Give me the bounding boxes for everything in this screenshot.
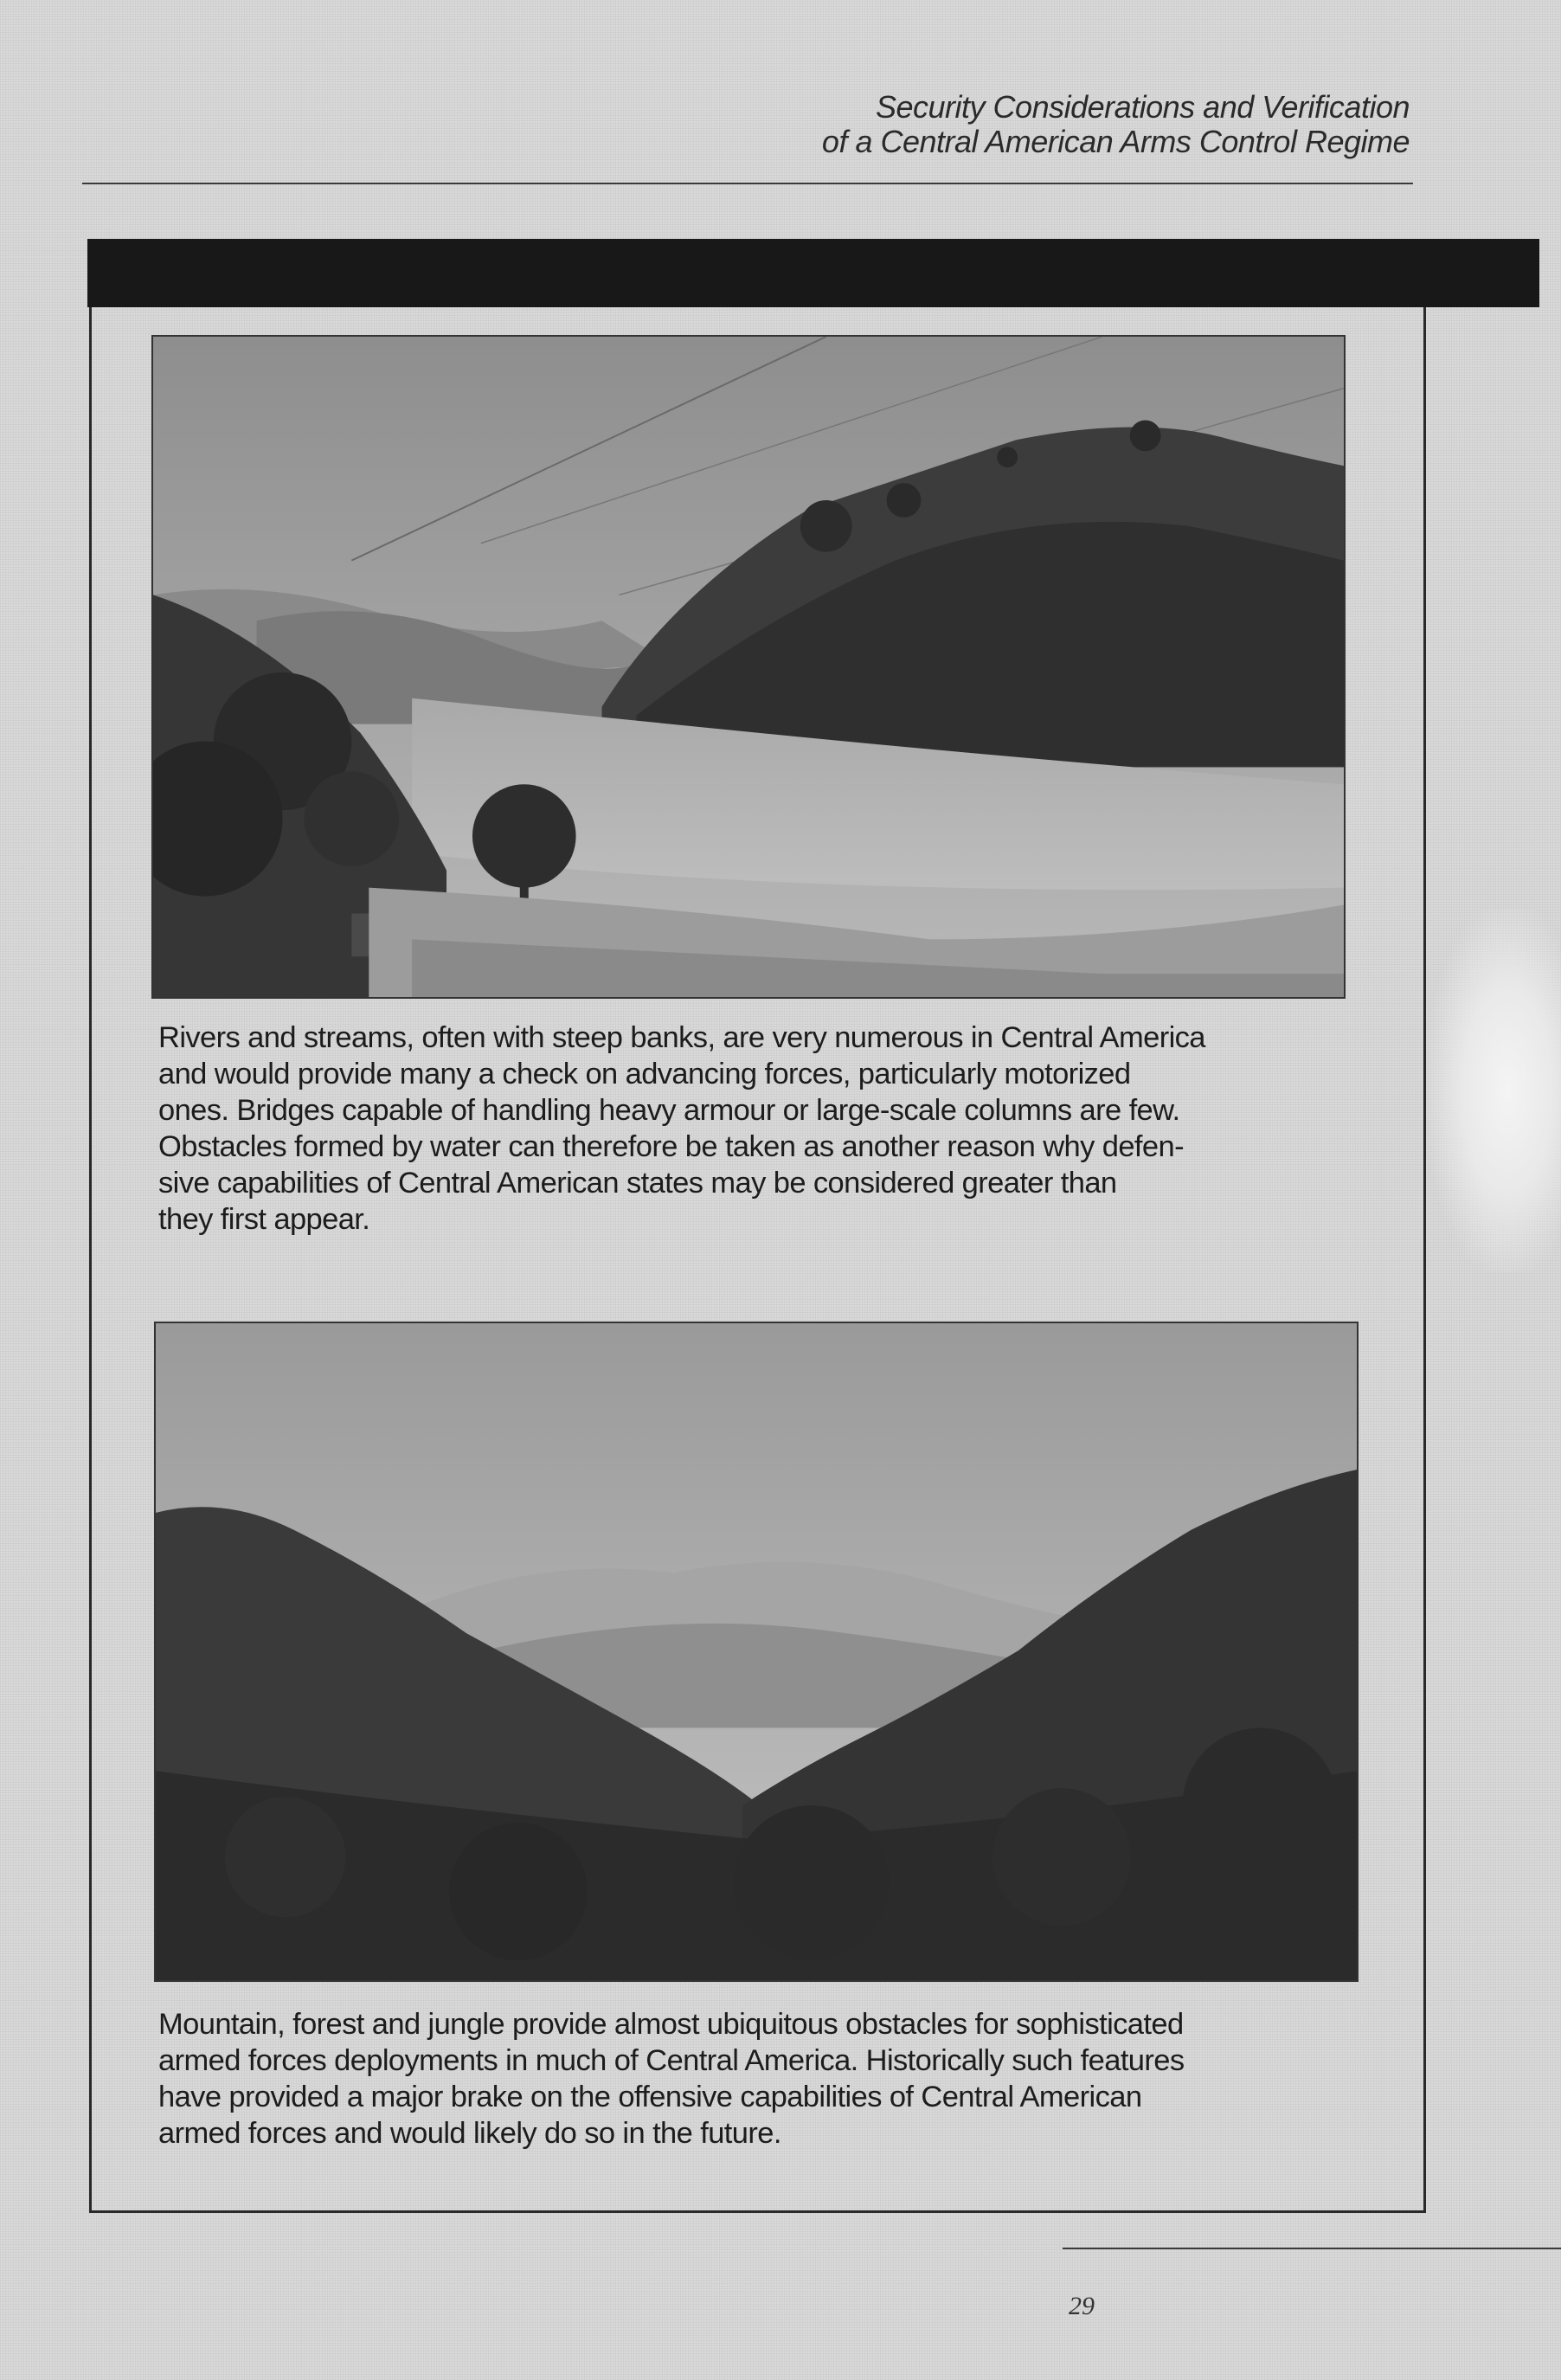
river-photo xyxy=(151,335,1346,999)
page-number: 29 xyxy=(1069,2292,1095,2320)
header-rule xyxy=(82,183,1413,184)
river-photo-caption xyxy=(158,1020,1352,1238)
caption-line: have provided a major brake on the offensive capabilities of Central American xyxy=(158,2081,1142,2113)
caption-line: Obstacles formed by water can therefore be taken as another reason why defen- xyxy=(158,1130,1184,1163)
mountain-photo xyxy=(154,1322,1359,1982)
caption-line: armed forces deployments in much of Central America. Historically such features xyxy=(158,2044,1185,2077)
caption-line: sive capabilities of Central American states may be considered greater than xyxy=(158,1167,1117,1200)
mountain-photo-caption xyxy=(158,2006,1387,2152)
scan-glare xyxy=(1428,909,1561,1272)
footer-rule xyxy=(1063,2248,1561,2249)
caption-line: Mountain, forest and jungle provide almost ubiquitous obstacles for sophisticated xyxy=(158,2008,1184,2041)
running-header-line-1: Security Considerations and Verification xyxy=(876,89,1410,125)
caption-line: and would provide many a check on advancing forces, particularly motorized xyxy=(158,1058,1131,1090)
caption-line: they first appear. xyxy=(158,1203,370,1236)
caption-line: Rivers and streams, often with steep banks, are very numerous in Central America xyxy=(158,1021,1205,1054)
figure-box-header-band xyxy=(87,239,1539,307)
running-header-line-2: of a Central American Arms Control Regime xyxy=(821,124,1410,159)
caption-line: armed forces and would likely do so in the future. xyxy=(158,2117,781,2150)
caption-line: ones. Bridges capable of handling heavy armour or large-scale columns are few. xyxy=(158,1094,1180,1127)
running-header xyxy=(631,90,1410,159)
